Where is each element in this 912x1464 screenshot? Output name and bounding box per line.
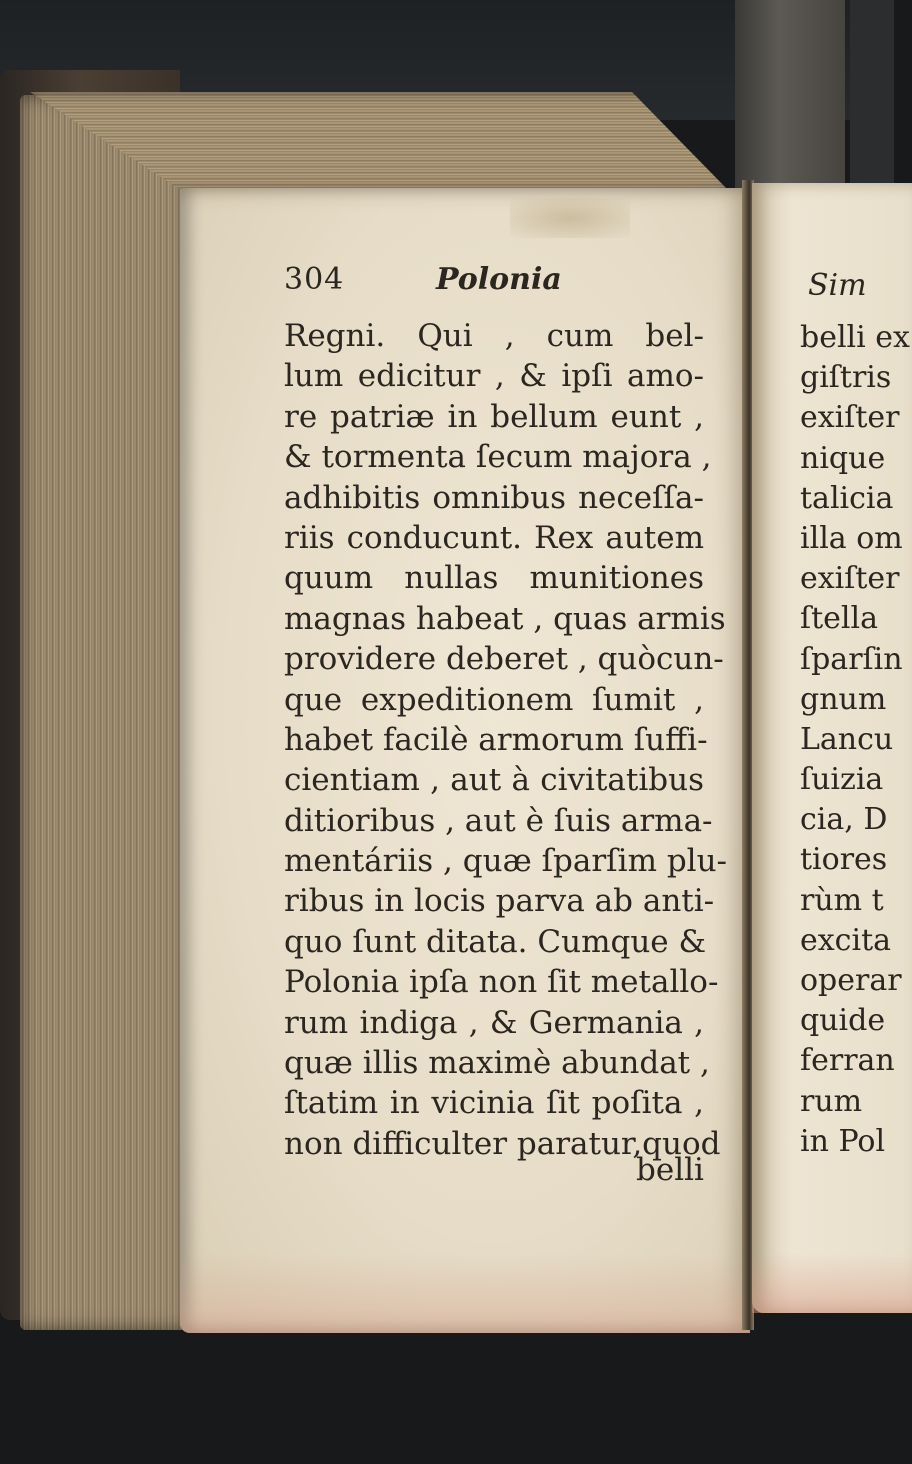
text-line: cia, D	[800, 802, 888, 838]
text-line: ribus in locis parva ab anti-	[284, 883, 715, 920]
text-line: non difficulter paratur,quod	[284, 1125, 721, 1162]
text-line: rum indiga , & Germania ,	[284, 1004, 704, 1041]
page-fore-edge	[20, 95, 190, 1330]
text-line: lum edicitur , & ipſi amo-	[284, 358, 704, 395]
left-page-text	[284, 316, 728, 1164]
text-line: riis conducunt. Rex autem	[284, 519, 704, 556]
text-line: illa om	[800, 520, 903, 556]
right-page-text	[800, 318, 910, 1162]
text-line: re patriæ in bellum eunt ,	[284, 398, 704, 435]
book-clasp	[735, 0, 845, 200]
text-line: quo ſunt ditata. Cumque &	[284, 923, 707, 960]
text-line: gnum	[800, 681, 887, 717]
text-line: exiſter	[800, 561, 900, 597]
right-page-clip	[752, 183, 910, 1313]
text-line: talicia	[800, 480, 894, 516]
text-line: quide	[800, 1003, 886, 1039]
catchword: belli	[636, 1152, 704, 1188]
left-running-head	[284, 262, 704, 302]
text-line: ſparſin	[800, 641, 903, 677]
text-line: tiores	[800, 842, 888, 878]
text-line: adhibitis omnibus neceſſa-	[284, 479, 704, 516]
text-line: magnas habeat , quas armis	[284, 600, 726, 637]
running-title: Polonia	[436, 262, 562, 297]
text-line: & tormenta ſecum majora ,	[284, 439, 712, 476]
text-line: que expeditionem ſumit ,	[284, 681, 704, 718]
text-line: nique	[800, 440, 886, 476]
background-right	[850, 0, 894, 190]
text-line: Lancu	[800, 721, 894, 757]
text-line: cientiam , aut à civitatibus	[284, 762, 704, 799]
text-line: habet facilè armorum ſuffi-	[284, 721, 708, 758]
page-stain	[510, 198, 630, 238]
text-line: Regni. Qui , cum bel-	[284, 318, 704, 354]
text-line: quum nullas munitiones	[284, 560, 704, 597]
text-line: Polonia ipſa non ſit metallo-	[284, 964, 719, 1001]
text-line: ferran	[800, 1043, 895, 1079]
text-line: ſuizia	[800, 762, 884, 798]
right-running-head: Sim	[808, 268, 867, 303]
text-line: providere deberet , quòcun-	[284, 641, 724, 678]
text-line: in Pol	[800, 1123, 886, 1159]
text-line: operar	[800, 963, 902, 998]
text-line: quæ illis maximè abundat ,	[284, 1045, 710, 1082]
text-line: rùm t	[800, 882, 884, 918]
text-line: ditioribus , aut è ſuis arma-	[284, 802, 713, 839]
text-line: giſtris	[800, 360, 892, 396]
text-line: exiſter	[800, 400, 900, 436]
text-line: mentáriis , quæ ſparſim plu-	[284, 843, 728, 880]
text-line: excita	[800, 922, 892, 958]
text-line: belli ex	[800, 320, 910, 355]
page-number: 304	[284, 262, 345, 297]
text-line: ſtella	[800, 601, 878, 637]
text-line: rum	[800, 1083, 863, 1119]
text-line: ſtatim in vicinia ſit poſita ,	[284, 1085, 704, 1122]
